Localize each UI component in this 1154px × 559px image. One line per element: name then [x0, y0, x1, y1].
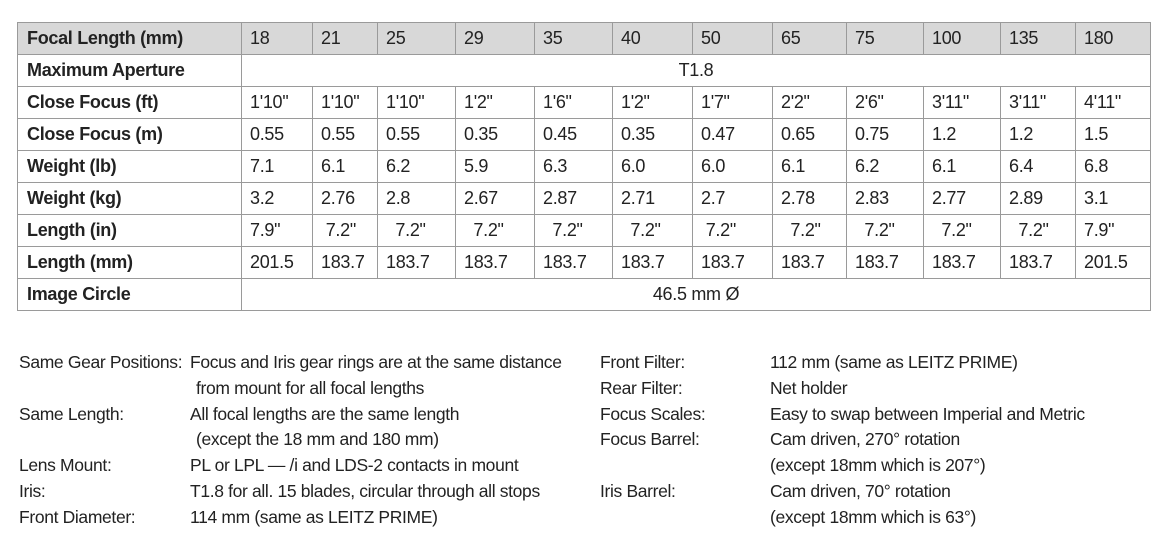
image-circle-row [18, 279, 1151, 311]
table-cell: 6.3 [535, 151, 613, 183]
table-cell: 183.7 [924, 247, 1001, 279]
focal-length-cell: 25 [378, 23, 456, 55]
row-label: Close Focus (ft) [18, 87, 242, 119]
focal-length-cell: 40 [613, 23, 693, 55]
table-cell: 6.4 [1001, 151, 1076, 183]
table-cell: 1.2 [1001, 119, 1076, 151]
note-item [600, 427, 1140, 453]
focal-length-cell: 21 [313, 23, 378, 55]
note-item [600, 479, 1140, 505]
table-cell: 1'10" [313, 87, 378, 119]
table-cell: 0.35 [613, 119, 693, 151]
spec-notes-left [19, 350, 589, 531]
focal-length-cell: 65 [773, 23, 847, 55]
table-cell: 6.1 [773, 151, 847, 183]
close-focus-m-row [18, 119, 1151, 151]
table-cell: 2.8 [378, 183, 456, 215]
table-cell: 7.2" [847, 215, 924, 247]
note-key: Same Length: [19, 403, 124, 424]
table-cell: 7.2" [1001, 215, 1076, 247]
table-cell: 0.65 [773, 119, 847, 151]
note-value: 112 mm (same as LEITZ PRIME) [770, 352, 1018, 372]
note-key: Focus Barrel: [600, 429, 700, 450]
note-item [19, 402, 589, 428]
table-cell: 7.1 [242, 151, 313, 183]
note-item [600, 350, 1140, 376]
note-value: (except the 18 mm and 180 mm) [196, 429, 439, 450]
table-cell: 183.7 [1001, 247, 1076, 279]
note-item [600, 402, 1140, 428]
max-aperture-row [18, 55, 1151, 87]
note-item [19, 479, 589, 505]
table-cell: 7.2" [378, 215, 456, 247]
table-cell: 2.78 [773, 183, 847, 215]
lens-spec-table [17, 22, 1151, 311]
table-cell: 1'7" [693, 87, 773, 119]
focal-length-cell: 100 [924, 23, 1001, 55]
table-cell: 6.8 [1076, 151, 1151, 183]
note-value: from mount for all focal lengths [196, 377, 425, 398]
table-cell: 2.89 [1001, 183, 1076, 215]
table-cell: 6.2 [378, 151, 456, 183]
table-cell: 6.1 [924, 151, 1001, 183]
row-label: Focal Length (mm) [18, 23, 242, 55]
focal-length-cell: 75 [847, 23, 924, 55]
note-key: Front Filter: [600, 352, 685, 372]
spec-notes-right [600, 350, 1140, 531]
table-cell: 7.2" [535, 215, 613, 247]
table-cell: 2'6" [847, 87, 924, 119]
focal-length-row [18, 23, 1151, 55]
note-item-continued [600, 453, 1140, 479]
table-cell: 0.55 [378, 119, 456, 151]
note-item [19, 453, 589, 479]
table-cell: 7.9" [242, 215, 313, 247]
note-key: Focus Scales: [600, 403, 706, 424]
table-cell: 1.2 [924, 119, 1001, 151]
table-cell: 183.7 [847, 247, 924, 279]
table-cell: 7.2" [456, 215, 535, 247]
table-cell: 2.76 [313, 183, 378, 215]
table-cell: 6.2 [847, 151, 924, 183]
table-cell: 183.7 [378, 247, 456, 279]
table-cell: 2.77 [924, 183, 1001, 215]
focal-length-cell: 180 [1076, 23, 1151, 55]
note-key: Iris Barrel: [600, 480, 676, 501]
note-value: (except 18mm which is 207°) [770, 455, 986, 476]
note-item-continued [19, 427, 589, 453]
note-key: Lens Mount: [19, 455, 112, 476]
close-focus-ft-row [18, 87, 1151, 119]
row-label: Weight (lb) [18, 151, 242, 183]
table-cell: 183.7 [613, 247, 693, 279]
note-value: Cam driven, 270° rotation [770, 429, 960, 450]
table-cell: 183.7 [535, 247, 613, 279]
table-cell: 0.55 [242, 119, 313, 151]
row-label: Length (mm) [18, 247, 242, 279]
table-cell: 6.1 [313, 151, 378, 183]
max-aperture-value: T1.8 [242, 55, 1151, 87]
note-value: Easy to swap between Imperial and Metric [770, 403, 1085, 424]
table-cell: 7.9" [1076, 215, 1151, 247]
table-cell: 2'2" [773, 87, 847, 119]
note-key: Iris: [19, 480, 46, 501]
note-value: All focal lengths are the same length [190, 403, 460, 424]
table-cell: 2.67 [456, 183, 535, 215]
table-cell: 7.2" [313, 215, 378, 247]
note-key: Front Diameter: [19, 506, 136, 527]
length-mm-row [18, 247, 1151, 279]
note-value: Focus and Iris gear rings are at the same distance [190, 352, 562, 372]
table-cell: 7.2" [613, 215, 693, 247]
table-cell: 1'2" [456, 87, 535, 119]
image-circle-value: 46.5 mm Ø [242, 279, 1151, 311]
table-cell: 183.7 [693, 247, 773, 279]
table-cell: 0.55 [313, 119, 378, 151]
table-cell: 7.2" [773, 215, 847, 247]
row-label: Close Focus (m) [18, 119, 242, 151]
table-cell: 7.2" [693, 215, 773, 247]
table-cell: 2.71 [613, 183, 693, 215]
table-cell: 201.5 [1076, 247, 1151, 279]
focal-length-cell: 35 [535, 23, 613, 55]
table-cell: 183.7 [313, 247, 378, 279]
table-cell: 2.87 [535, 183, 613, 215]
focal-length-cell: 135 [1001, 23, 1076, 55]
table-cell: 1.5 [1076, 119, 1151, 151]
table-cell: 183.7 [456, 247, 535, 279]
table-cell: 2.7 [693, 183, 773, 215]
note-value: Cam driven, 70° rotation [770, 480, 951, 501]
table-cell: 3'11" [1001, 87, 1076, 119]
table-cell: 3.2 [242, 183, 313, 215]
note-item [19, 350, 589, 376]
row-label: Maximum Aperture [18, 55, 242, 87]
weight-lb-row [18, 151, 1151, 183]
length-in-row [18, 215, 1151, 247]
table-cell: 1'6" [535, 87, 613, 119]
note-item-continued [19, 376, 589, 402]
table-cell: 1'2" [613, 87, 693, 119]
table-cell: 4'11" [1076, 87, 1151, 119]
weight-kg-row [18, 183, 1151, 215]
table-cell: 3'11" [924, 87, 1001, 119]
note-value: 114 mm (same as LEITZ PRIME) [190, 506, 438, 527]
table-cell: 183.7 [773, 247, 847, 279]
note-value: Net holder [770, 377, 848, 398]
table-cell: 0.47 [693, 119, 773, 151]
table-cell: 7.2" [924, 215, 1001, 247]
note-item-continued [600, 505, 1140, 531]
focal-length-cell: 29 [456, 23, 535, 55]
table-cell: 2.83 [847, 183, 924, 215]
table-cell: 1'10'' [242, 87, 313, 119]
row-label: Weight (kg) [18, 183, 242, 215]
note-value: (except 18mm which is 63°) [770, 506, 977, 527]
table-cell: 0.75 [847, 119, 924, 151]
note-value: T1.8 for all. 15 blades, circular through all stops [190, 480, 540, 501]
note-value: PL or LPL — /i and LDS-2 contacts in mount [190, 455, 519, 476]
note-key: Same Gear Positions: [19, 352, 183, 372]
table-cell: 0.45 [535, 119, 613, 151]
table-cell: 5.9 [456, 151, 535, 183]
focal-length-cell: 50 [693, 23, 773, 55]
note-item [600, 376, 1140, 402]
note-key: Rear Filter: [600, 377, 683, 398]
row-label: Length (in) [18, 215, 242, 247]
table-cell: 3.1 [1076, 183, 1151, 215]
table-cell: 0.35 [456, 119, 535, 151]
table-cell: 6.0 [693, 151, 773, 183]
table-cell: 201.5 [242, 247, 313, 279]
table-cell: 6.0 [613, 151, 693, 183]
row-label: Image Circle [18, 279, 242, 311]
focal-length-cell: 18 [242, 23, 313, 55]
note-item [19, 505, 589, 531]
table-cell: 1'10" [378, 87, 456, 119]
